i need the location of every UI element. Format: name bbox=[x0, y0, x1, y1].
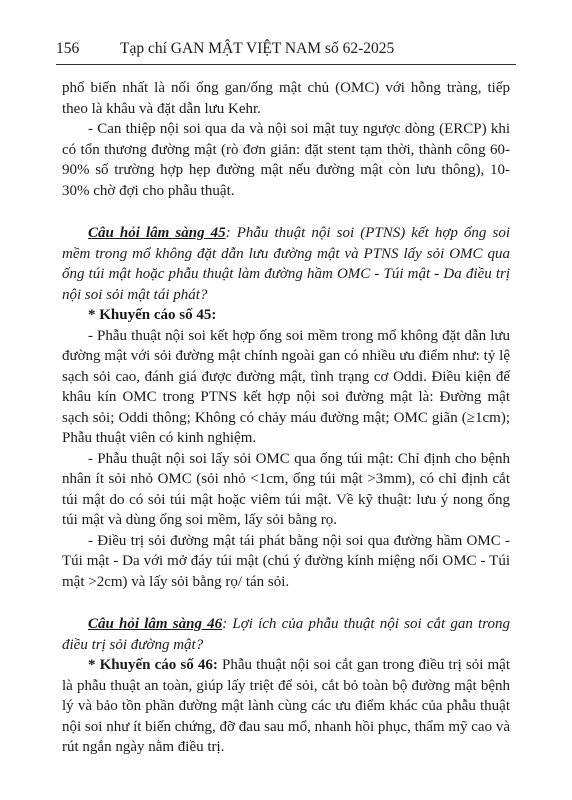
page-body bbox=[62, 78, 510, 758]
recommendation-45-title: * Khuyến cáo số 45: bbox=[88, 307, 217, 323]
question-46-text: : Lợi ích của phẫu thuật nội soi cắt gan trong điều trị sỏi đường mật? bbox=[62, 616, 510, 653]
page-number: 156 bbox=[56, 40, 80, 57]
paragraph-flexible-scope: - Phẫu thuật nội soi kết hợp ống soi mềm trong mổ không đặt dẫn lưu đường mật với sỏi đường mật chính ngoài gan có nhiều ưu điểm như: tỷ lệ sạch sỏi cao, đánh giá được đường mật, tình trạng cơ Oddi. Điều kiện để khâu kín OMC trong PTNS kết hợp nội soi đường mật là: Đường mật sạch sỏi; Oddi thông; Không có chảy máu đường mật; OMC giãn (≥1cm); Phẫu thuật viên có kinh nghiệm. bbox=[62, 327, 510, 446]
section-gap bbox=[62, 592, 510, 614]
clinical-question-45 bbox=[62, 223, 510, 305]
question-45-text: : Phẫu thuật nội soi (PTNS) kết hợp ống soi mềm trong mổ không đặt dẫn lưu đường mật và PTNS lấy sỏi OMC qua ống túi mật hoặc phẫu thuật làm đường hầm OMC - Túi mật - Da điều trị nội soi sỏi mật tái phát? bbox=[62, 225, 510, 303]
paragraph-cystic-duct: - Phẫu thuật nội soi lấy sỏi OMC qua ống túi mật: Chỉ định cho bệnh nhân ít sỏi nhỏ OMC (sỏi nhỏ <1cm, ống túi mật >3mm), có chỉ định cắt túi mật do có sỏi túi mật hoặc viêm túi mật. Về kỹ thuật: lưu ý nong ống túi mật và dùng ống soi mềm, lấy sỏi bằng rọ. bbox=[62, 450, 510, 528]
recommendation-46-title: * Khuyến cáo số 46: bbox=[88, 657, 218, 673]
header-rule bbox=[56, 64, 516, 65]
clinical-question-46 bbox=[62, 614, 510, 655]
section-gap bbox=[62, 201, 510, 223]
running-header bbox=[56, 40, 516, 58]
paragraph-tunnel: - Điều trị sỏi đường mật tái phát bằng nội soi qua đường hầm OMC - Túi mật - Da với mở đáy túi mật (chú ý đường kính miệng nối OMC - Túi mật >2cm) và lấy sỏi bằng rọ/ tán sỏi. bbox=[62, 532, 510, 590]
paragraph-continuation: phổ biến nhất là nối ống gan/ống mật chủ (OMC) với hỗng tràng, tiếp theo là khâu và đặt dẫn lưu Kehr. bbox=[62, 80, 510, 117]
recommendation-46 bbox=[62, 655, 510, 758]
question-45-label: Câu hỏi lâm sàng 45 bbox=[88, 225, 226, 241]
journal-title: Tạp chí GAN MẬT VIỆT NAM số 62-2025 bbox=[120, 40, 395, 57]
question-46-label: Câu hỏi lâm sàng 46 bbox=[88, 616, 223, 632]
recommendation-46-text: Phẫu thuật nội soi cắt gan trong điều trị sỏi mật là phẫu thuật an toàn, giúp lấy triệt để sỏi, cắt bỏ toàn bộ đường mật bệnh lý và bảo tồn phần đường mật lành cùng các ưu điểm khác của phẫu thuật nội soi như ít biến chứng, đỡ đau sau mổ, nhanh hồi phục, thẩm mỹ cao và rút ngắn ngày nằm điều trị. bbox=[62, 657, 511, 755]
paragraph-ercp: - Can thiệp nội soi qua da và nội soi mật tuỵ ngược dòng (ERCP) khi có tổn thương đường mật (rò đơn giản: đặt stent tạm thời, thành công 60-90% số trường hợp hẹp đường mật nếu đường mật còn lưu thông), 10-30% chờ đợi cho phẫu thuật. bbox=[62, 121, 510, 199]
